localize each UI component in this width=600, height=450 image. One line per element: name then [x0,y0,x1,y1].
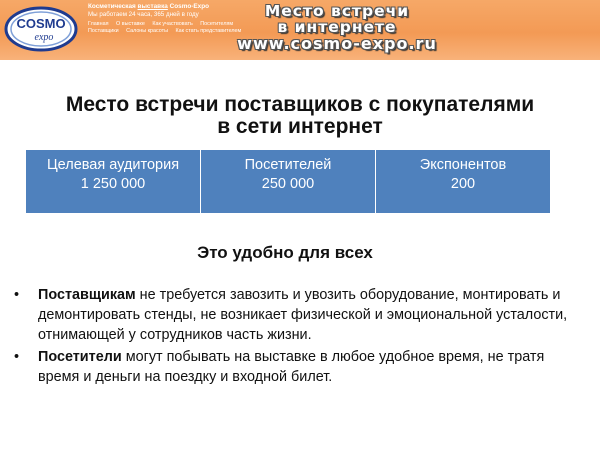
cosmo-expo-logo[interactable] [4,6,78,52]
nav-item-about[interactable]: О выставке [116,21,145,27]
stat-target-audience [26,150,200,213]
stat-exhibitors [375,150,550,213]
nav-item-suppliers[interactable]: Поставщики [88,28,119,34]
stat-label: Посетителей [244,157,332,173]
bullet-icon: • [14,349,20,365]
nav-item-participate[interactable]: Как участвовать [152,21,193,27]
section-subheading: Это удобно для всех [197,243,373,262]
slide-title [0,94,600,138]
slogan-line-2: в интернете [277,18,397,36]
slogan-line-1: Место встречи [264,2,410,20]
logo-text-top: COSMO [16,16,66,31]
logo-text-bottom: expo [34,32,54,43]
site-tagline: Мы работаем 24 часа, 365 дней в году [88,11,199,18]
slogan-url[interactable]: www.cosmo-expo.ru [237,34,437,53]
stat-value: 250 000 [261,176,315,192]
slide-title-line-2: в сети интернет [217,115,383,138]
bullet-text: не требуется завозить и увозить оборудование, монтировать и демонтировать стенды, не возникает физической и эмоциональной усталости, отнимающей у сотрудников часть жизни. [38,287,568,343]
site-title[interactable]: Косметическая выставка Cosmo-Expo [88,3,210,10]
slide-title-line-1: Место встречи поставщиков с покупателями [65,93,535,116]
bullet-lead: Поставщикам [38,287,136,303]
nav-item-salons[interactable]: Салоны красоты [126,28,168,34]
list-item [14,285,574,345]
stat-label: Целевая аудитория [46,157,180,173]
stat-value: 1 250 000 [80,176,146,192]
stat-value: 200 [450,176,476,192]
stat-visitors [200,150,375,213]
bullet-text: могут побывать на выставке в любое удобное время, не тратя время и деньги на поездку и входной билет. [38,349,545,385]
bullet-icon: • [14,287,20,303]
banner-slogan [232,3,442,53]
header-banner [0,0,600,60]
nav-item-representative[interactable]: Как стать представителем [175,28,242,34]
list-item [14,347,574,387]
benefits-list [14,285,574,389]
stat-label: Экспонентов [419,157,507,173]
nav-item-visitors[interactable]: Посетителям [200,21,234,27]
stats-table [26,150,550,213]
nav-item-home[interactable]: Главная [88,21,109,27]
bullet-lead: Посетители [38,349,122,365]
banner-nav [88,21,248,35]
